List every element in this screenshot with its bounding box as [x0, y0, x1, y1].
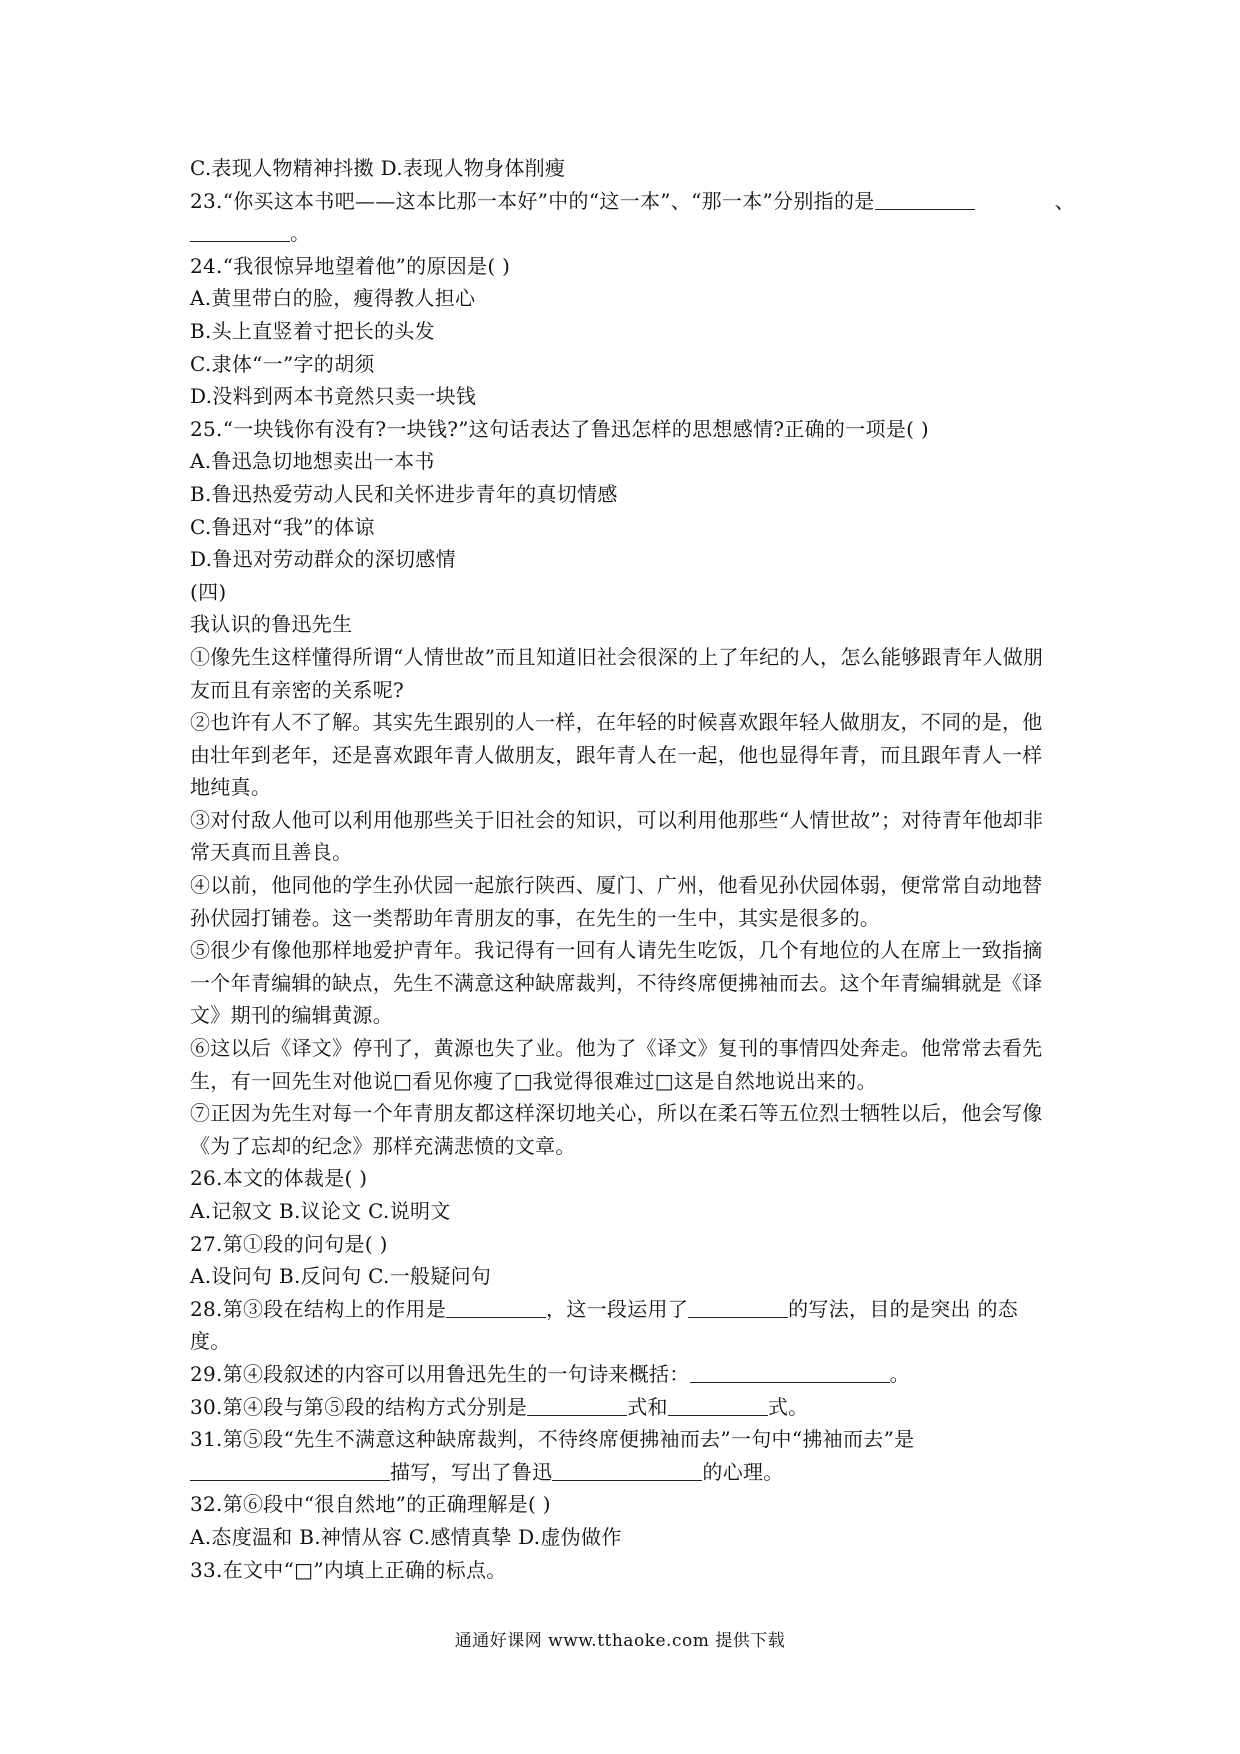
q30-text-a: 30.第④段与第⑤段的结构方式分别是	[190, 1394, 528, 1419]
q29-end: 。	[889, 1361, 910, 1386]
q29-text: 29.第④段叙述的内容可以用鲁迅先生的一句诗来概括：	[190, 1361, 690, 1386]
answer-blank[interactable]	[190, 221, 290, 242]
q23-separator: 、	[1054, 188, 1075, 213]
answer-blank[interactable]	[668, 1395, 768, 1416]
q24-option-d: D.没料到两本书竟然只卖一块钱	[190, 384, 477, 409]
q23-line-2	[190, 217, 1060, 250]
answer-blank[interactable]	[875, 189, 975, 210]
q24-question: 24.“我很惊异地望着他”的原因是( )	[190, 253, 511, 278]
q31-line-1: 31.第⑤段“先生不满意这种缺席裁判，不待终席便拂袖而去”一句中“拂袖而去”是	[190, 1427, 915, 1452]
section-heading: (四)	[190, 579, 227, 604]
document-body	[190, 152, 1075, 1586]
q23-line-1	[190, 185, 1075, 218]
q27-options: A.设问句 B.反问句 C.一般疑问句	[190, 1264, 492, 1289]
q28-text-b: ，这一段运用了	[546, 1296, 689, 1321]
passage-paragraph-6: ⑥这以后《译文》停刊了，黄源也失了业。他为了《译文》复刊的事情四处奔走。他常常去看先生，有一回先生对他说□看见你瘦了□我觉得很难过□这是自然地说出来的。	[190, 1036, 1043, 1093]
q23-end: 。	[290, 221, 311, 246]
q28-line-2: 度。	[190, 1329, 231, 1354]
answer-blank[interactable]	[552, 1460, 702, 1481]
q25-option-b: B.鲁迅热爱劳动人民和关怀进步青年的真切情感	[190, 481, 618, 506]
q31-text-a: 描写，写出了鲁迅	[390, 1459, 553, 1484]
q28-text-c: 的写法，目的是突出 的态	[788, 1296, 1019, 1321]
answer-blank[interactable]	[527, 1395, 627, 1416]
passage-paragraph-1: ①像先生这样懂得所谓“人情世故”而且知道旧社会很深的上了年纪的人，怎么能够跟青年人做朋友而且有亲密的关系呢?	[190, 644, 1044, 702]
q32-question: 32.第⑥段中“很自然地”的正确理解是( )	[190, 1492, 551, 1517]
answer-blank[interactable]	[446, 1297, 546, 1318]
q24-option-c: C.隶体“一”字的胡须	[190, 351, 375, 376]
answer-blank[interactable]	[688, 1297, 788, 1318]
q26-question: 26.本文的体裁是( )	[190, 1166, 368, 1191]
q22-options-cd: C.表现人物精神抖擞 D.表现人物身体削瘦	[190, 156, 566, 180]
q25-option-d: D.鲁迅对劳动群众的深切感情	[190, 547, 456, 572]
passage-paragraph-7: ⑦正因为先生对每一个年青朋友都这样深切地关心，所以在柔石等五位烈士牺牲以后，他会写像《为了忘却的纪念》那样充满悲愤的文章。	[190, 1101, 1043, 1158]
q24-option-a: A.黄里带白的脸，瘦得教人担心	[190, 286, 476, 311]
passage-paragraph-4: ④以前，他同他的学生孙伏园一起旅行陕西、厦门、广州，他看见孙伏园体弱，便常常自动地替孙伏园打铺卷。这一类帮助年青朋友的事，在先生的一生中，其实是很多的。	[190, 873, 1043, 930]
q24-option-b: B.头上直竖着寸把长的头发	[190, 318, 435, 343]
q29-line	[190, 1358, 1060, 1391]
q31-line-2	[190, 1456, 1060, 1489]
q30-line	[190, 1391, 1060, 1424]
q26-options: A.记叙文 B.议论文 C.说明文	[190, 1199, 451, 1223]
passage-paragraph-2: ②也许有人不了解。其实先生跟别的人一样，在年轻的时候喜欢跟年轻人做朋友，不同的是，他由壮年到老年，还是喜欢跟年青人做朋友，跟年青人在一起，他也显得年青，而且跟年青人一样地纯真。	[190, 710, 1043, 800]
q28-text-a: 28.第③段在结构上的作用是	[190, 1296, 447, 1321]
q32-options: A.态度温和 B.神情从容 C.感情真挚 D.虚伪做作	[190, 1524, 622, 1549]
q27-question: 27.第①段的问句是( )	[190, 1231, 388, 1256]
passage-paragraph-5: ⑤很少有像他那样地爱护青年。我记得有一回有人请先生吃饭，几个有地位的人在席上一致指摘一个年青编辑的缺点，先生不满意这种缺席裁判，不待终席便拂袖而去。这个年青编辑就是《译文》期刊的编辑黄源。	[190, 938, 1043, 1028]
answer-blank[interactable]	[190, 1460, 390, 1481]
q30-text-c: 式。	[767, 1394, 809, 1419]
page-footer: 通通好课网 www.tthaoke.com 提供下载	[454, 1631, 786, 1651]
passage-paragraph-3: ③对付敌人他可以利用他那些关于旧社会的知识，可以利用他那些“人情世故”；对待青年他却非常天真而且善良。	[190, 807, 1044, 865]
passage-title: 我认识的鲁迅先生	[190, 612, 353, 637]
q25-option-a: A.鲁迅急切地想卖出一本书	[190, 449, 435, 474]
answer-blank[interactable]	[690, 1362, 890, 1383]
q25-question: 25.“一块钱你有没有?一块钱?”这句话表达了鲁迅怎样的思想感情?正确的一项是( )	[190, 416, 929, 441]
q33-question: 33.在文中“□”内填上正确的标点。	[190, 1557, 507, 1582]
q30-text-b: 式和	[627, 1394, 668, 1419]
q28-line-1	[190, 1293, 1060, 1326]
q31-text-b: 的心理。	[702, 1459, 784, 1484]
q25-option-c: C.鲁迅对“我”的体谅	[190, 514, 375, 539]
q23-text: 23.“你买这本书吧——这本比那一本好”中的“这一本”、“那一本”分别指的是	[190, 188, 875, 213]
